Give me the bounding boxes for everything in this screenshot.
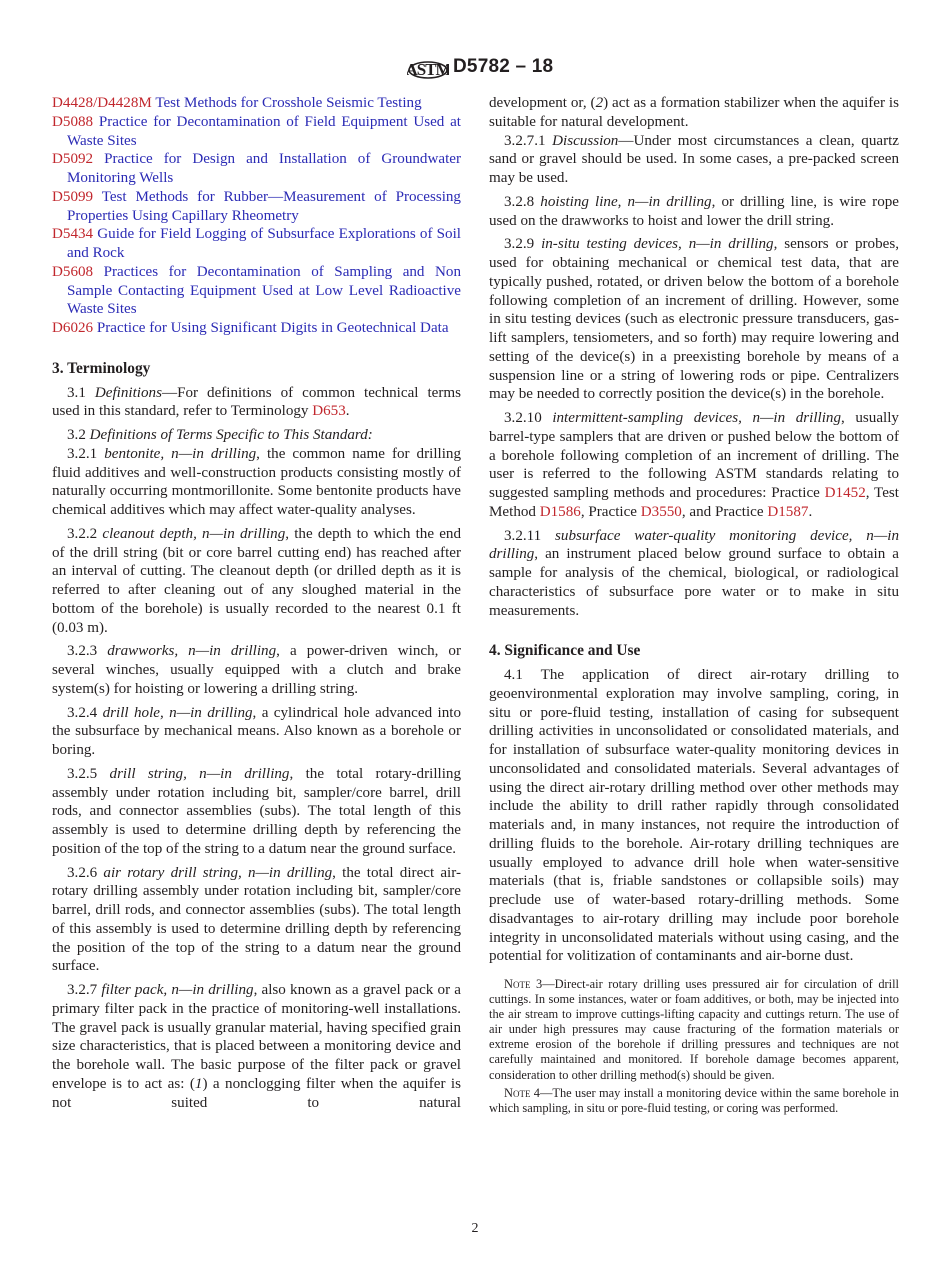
definition-text: , an instrument placed below ground surface to obtain a sample for analysis of the chemical, biological, or radiological characteristics of subsurface pore water or to make in situ measurements. (489, 546, 899, 619)
reference-title[interactable]: Practices for Decontamination of Sampling and Non Sample Contacting Equipment Used at Low Level Radioactive Waste Sites (67, 263, 461, 318)
reference-item (52, 188, 461, 226)
reference-link-d653[interactable]: D653 (312, 403, 346, 420)
defined-term: air rotary drill string, n—in drilling (103, 864, 333, 881)
paragraph-3-2 (52, 426, 461, 445)
definition-text: development or, ( (489, 95, 596, 111)
reference-link-d1587[interactable]: D1587 (767, 503, 809, 520)
document-id: D5782 – 18 (453, 56, 554, 77)
definition-text: , Practice (580, 503, 641, 520)
definition-text: , a cylindrical hole advanced into the subsurface by mechanical means. Also known as a borehole or boring. (52, 704, 461, 758)
definition-text: , the total rotary-drilling assembly under rotation including bit, sampler/core barrel, drill rods, and connector assemblies (subs). The total length of this assembly is used to determine drilling depth by referencing the position of the top of the string to a datum near the ground surface. (52, 765, 461, 857)
paragraph-4-1 (489, 666, 899, 966)
reference-item (52, 150, 461, 188)
definition-3-2-8 (489, 193, 899, 231)
reference-title[interactable]: Practice for Design and Installation of Groundwater Monitoring Wells (67, 151, 462, 186)
discussion-3-2-7-1 (489, 132, 899, 188)
reference-link[interactable]: D5092 (52, 151, 94, 168)
clause-number: 3.2.5 (67, 765, 110, 782)
paragraph-text: The application of direct air-rotary drilling to geoenvironmental exploration may involve sampling, coring, in situ or pore-fluid testing, installation of casing for subsequent drilling activities in unconsolidated or consolidated materials, and for installation of subsurface water-quality monitoring devices in unconsolidated and consolidated materials. Several advantages of using the direct air-rotary drilling method over other methods may include the ability to drill rather rapidly through consolidated materials and, in many instances, not require the introduction of drilling fluids to the borehole. Air-rotary drilling techniques are usually employed to advance drill hole when water-sensitive materials (that is, friable sandstones or collapsible soils) may preclude use of water-based rotary-drilling methods. Some disadvantages to air-rotary drilling may include poor borehole integrity in unconsolidated materials without using casing, and the potential for volitization of contaminants and air-borne dust. (489, 667, 899, 965)
clause-number: 3.2.4 (67, 704, 103, 721)
reference-link-d3550[interactable]: D3550 (640, 503, 682, 520)
reference-link[interactable]: D5608 (52, 263, 94, 280)
definition-3-2-10 (489, 409, 899, 522)
section-heading-terminology: 3. Terminology (52, 359, 151, 377)
defined-term: intermittent-sampling devices, n—in drilling (552, 410, 842, 426)
reference-title[interactable]: Test Methods for Rubber—Measurement of Processing Properties Using Capillary Rheometry (67, 188, 461, 224)
svg-text:ASTM: ASTM (407, 60, 449, 79)
reference-item (52, 113, 461, 151)
clause-number: 3.1 (67, 384, 95, 401)
note-label: Note 4 (504, 1085, 540, 1100)
definition-3-2-7 (52, 981, 461, 1112)
paragraph-3-1 (52, 384, 461, 422)
section-heading-significance: 4. Significance and Use (489, 642, 641, 660)
left-column (52, 94, 461, 1112)
note-text: —Direct-air rotary drilling uses pressured air for circulation of drill cuttings. In some instances, water or foam additives, or both, may be injected into the air stream to improve cuttings-lifting capacity and cuttings return. The use of air under high pressures may cause fracturing of the formation materials or extreme erosion of the borehole if drilling pressures and techniques are not carefully maintained and monitored. If borehole damage becomes apparent, consideration to other drilling method(s) should be given. (489, 977, 899, 1082)
clause-term: Definitions of Terms Specific to This Standard: (89, 427, 373, 443)
page-number: 2 (471, 1221, 479, 1236)
reference-link[interactable]: D5088 (52, 113, 94, 130)
definition-3-2-2 (52, 525, 461, 638)
definition-text: , the depth to which the end of the drill string (bit or core barrel cutting end) has reached after an interval of cutting. The cleanout depth (or drilled depth as it is referred to after cleaning out of any sloughed material in the bottom of the borehole) is usually recorded to the nearest 0.1 ft (0.03 m). (52, 525, 462, 636)
reference-link[interactable]: D5434 (52, 226, 94, 243)
clause-number: 3.2.7.1 (504, 132, 553, 149)
clause-number: 3.2.11 (504, 527, 556, 544)
definition-3-2-3 (52, 642, 461, 698)
reference-link[interactable]: D5099 (52, 188, 94, 205)
clause-number: 3.2.8 (504, 193, 541, 210)
definition-text: , usually barrel-type samplers that are driven or pushed below the bottom of a borehole following completion of an increment of drilling. The user is referred to the following ASTM standards relating to suggested sampling methods and procedures: Practice (489, 410, 899, 501)
definition-3-2-1 (52, 445, 461, 520)
definition-3-2-4 (52, 704, 461, 760)
referenced-documents-list (52, 94, 461, 338)
defined-term: cleanout depth, n—in drilling (102, 525, 286, 542)
definition-text: ) a nonclogging filter when the aquifer is not suited to natural (52, 1075, 461, 1111)
right-column (489, 94, 899, 1116)
note-4 (489, 1086, 899, 1116)
reference-link[interactable]: D4428/D4428M (52, 95, 152, 111)
reference-item (52, 94, 461, 113)
note-text: —The user may install a monitoring device within the same borehole in which sampling, in situ or pore-fluid testing, or coring was performed. (489, 1085, 899, 1115)
definition-3-2-11 (489, 527, 899, 621)
clause-number: 4.1 (504, 667, 541, 683)
definition-text: , the total direct air-rotary drilling assembly under rotation including bit, sampler/core barrel, drill rods, and connector assemblies (subs). The total length of this assembly is used to determine drilling depth by referencing the position of the top of the string to a datum near the ground surface. (52, 864, 462, 975)
clause-number: 3.2.2 (67, 525, 103, 542)
note-label: Note 3 (504, 977, 543, 991)
punctuation: . (808, 503, 813, 520)
reference-title[interactable]: Practice for Decontamination of Field Equipment Used at Waste Sites (67, 113, 461, 149)
reference-title[interactable]: Guide for Field Logging of Subsurface Explorations of Soil and Rock (67, 226, 461, 261)
defined-term: drill string, n—in drilling (109, 765, 290, 782)
definition-text: , also known as a gravel pack or a primary filter pack in the practice of monitoring-well installations. The gravel pack is usually granular material, having specified grain size characteristics, that is placed between a monitoring device and the borehole wall. The basic purpose of the filter pack or gravel envelope is to act as: ( (52, 982, 461, 1092)
reference-link-d1452[interactable]: D1452 (824, 485, 866, 501)
definition-text: , a power-driven winch, or several winches, usually equipped with a clutch and brake system(s) for hoisting or lowering a drilling string. (52, 643, 461, 697)
defined-term: drill hole, n—in drilling (102, 704, 253, 721)
definition-3-2-7-continued (489, 94, 899, 132)
defined-term: drawworks, n—in drilling (107, 643, 277, 660)
reference-item (52, 319, 461, 338)
clause-text: —For definitions of common technical terms used in this standard, refer to Terminology (52, 384, 462, 420)
list-marker: 1 (194, 1075, 203, 1092)
page-header (0, 52, 950, 86)
clause-number: 3.2 (67, 427, 90, 443)
clause-number: 3.2.6 (67, 864, 104, 881)
definition-text: , Test Method (489, 485, 899, 520)
reference-title[interactable]: Test Methods for Crosshole Seismic Testing (155, 95, 422, 111)
definition-3-2-5 (52, 765, 461, 859)
definition-text: ) act as a formation stabilizer when the aquifer is suitable for natural development. (489, 95, 899, 130)
definition-text: , the common name for drilling fluid additives and well-construction products consisting mostly of naturally occurring montmorillonite. Some bentonite products have chemical additives which may affect water-quality analyses. (52, 445, 461, 518)
definition-text: , and Practice (681, 503, 768, 520)
reference-item (52, 263, 461, 319)
defined-term: in-situ testing devices, n—in drilling (541, 236, 774, 253)
defined-term: bentonite, n—in drilling (104, 445, 257, 462)
clause-term: Definitions (94, 384, 162, 401)
clause-term: Discussion (552, 132, 619, 149)
note-3 (489, 977, 899, 1083)
definition-text: , sensors or probes, used for obtaining mechanical or chemical test data, that are typically pushed, rotated, or driven below the bottom of a borehole following completion of an increment of drilling. However, some in situ testing devices (such as electronic pressure transducers, gas-lift samplers, tensiometers, and so forth) may require lowering and setting of the device(s) in a preexisting borehole by means of a suspension line or a string of lowering rods or pipe. Centralizers may be needed to correctly position the device(s) in the borehole. (489, 236, 899, 403)
reference-item (52, 225, 461, 263)
defined-term: hoisting line, n—in drilling (540, 193, 712, 210)
discussion-text: —Under most circumstances a clean, quartz sand or gravel should be used. In some cases, a pre-packed screen may be used. (489, 132, 899, 186)
clause-number: 3.2.10 (504, 410, 553, 426)
reference-link[interactable]: D6026 (52, 320, 94, 336)
clause-number: 3.2.1 (67, 445, 105, 462)
definition-3-2-9 (489, 235, 899, 404)
clause-number: 3.2.7 (67, 982, 102, 998)
defined-term: subsurface water-quality monitoring device, n—in drilling (489, 527, 899, 563)
definition-text: , or drilling line, is wire rope used on the drawworks to hoist and lower the drill string. (489, 193, 900, 229)
reference-link-d1586[interactable]: D1586 (539, 503, 581, 520)
definition-3-2-6 (52, 864, 461, 977)
astm-logo-icon (407, 52, 449, 84)
defined-term: filter pack, n—in drilling (101, 982, 254, 998)
reference-title[interactable]: Practice for Using Significant Digits in Geotechnical Data (96, 320, 449, 336)
clause-number: 3.2.9 (504, 236, 542, 253)
punctuation: . (345, 403, 350, 420)
list-marker: 2 (595, 95, 604, 111)
clause-number: 3.2.3 (67, 643, 108, 660)
